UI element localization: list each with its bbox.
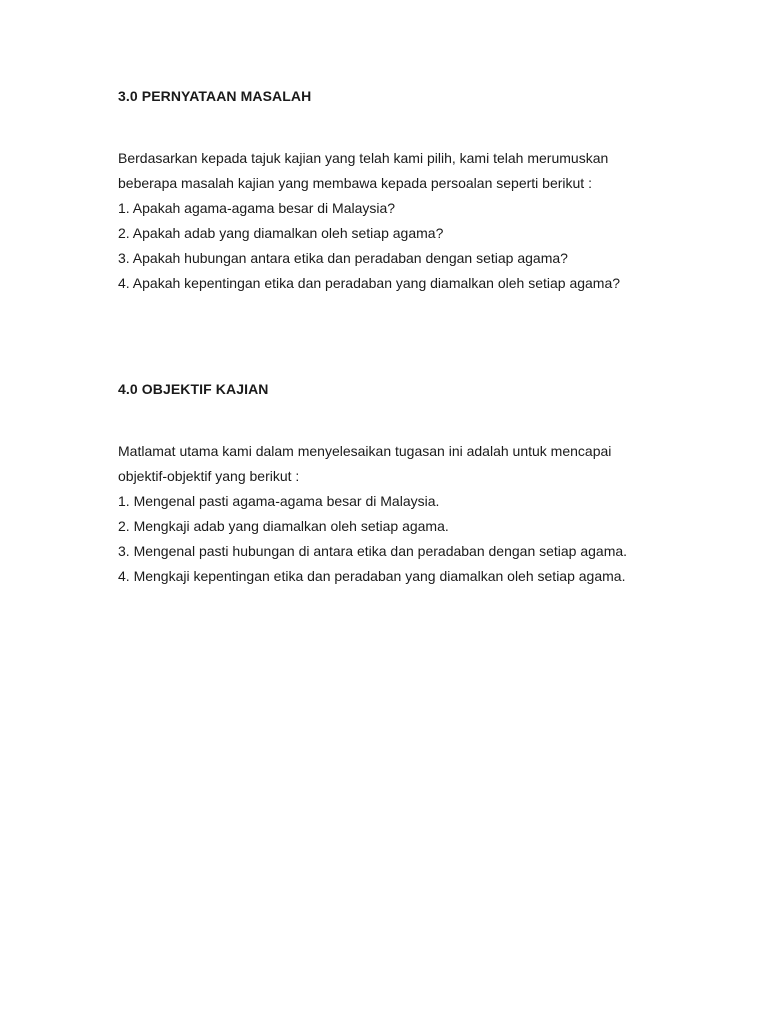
section-heading: 4.0 OBJEKTIF KAJIAN: [118, 381, 269, 397]
intro-line: Matlamat utama kami dalam menyelesaikan tugasan ini adalah untuk mencapai: [118, 443, 612, 459]
intro-line: beberapa masalah kajian yang membawa kepada persoalan seperti berikut :: [118, 175, 592, 191]
list-item: 2. Mengkaji adab yang diamalkan oleh setiap agama.: [118, 518, 449, 534]
list-item: 4. Mengkaji kepentingan etika dan peradaban yang diamalkan oleh setiap agama.: [118, 568, 626, 584]
section-intro: [118, 439, 678, 489]
section-problem-statement: [118, 86, 678, 296]
intro-line: objektif-objektif yang berikut :: [118, 468, 300, 484]
section-research-objectives: [118, 379, 678, 589]
intro-line: Berdasarkan kepada tajuk kajian yang telah kami pilih, kami telah merumuskan: [118, 150, 609, 166]
list-item: 3. Mengenal pasti hubungan di antara etika dan peradaban dengan setiap agama.: [118, 543, 628, 559]
list-item: 1. Mengenal pasti agama-agama besar di Malaysia.: [118, 493, 440, 509]
section-intro: [118, 146, 678, 196]
list-item: 2. Apakah adab yang diamalkan oleh setiap agama?: [118, 225, 444, 241]
list-item: 3. Apakah hubungan antara etika dan peradaban dengan setiap agama?: [118, 250, 568, 266]
objective-list: [118, 489, 678, 589]
list-item: 1. Apakah agama-agama besar di Malaysia?: [118, 200, 396, 216]
section-heading: 3.0 PERNYATAAN MASALAH: [118, 88, 312, 104]
list-item: 4. Apakah kepentingan etika dan peradaban yang diamalkan oleh setiap agama?: [118, 275, 621, 291]
problem-list: [118, 196, 678, 296]
